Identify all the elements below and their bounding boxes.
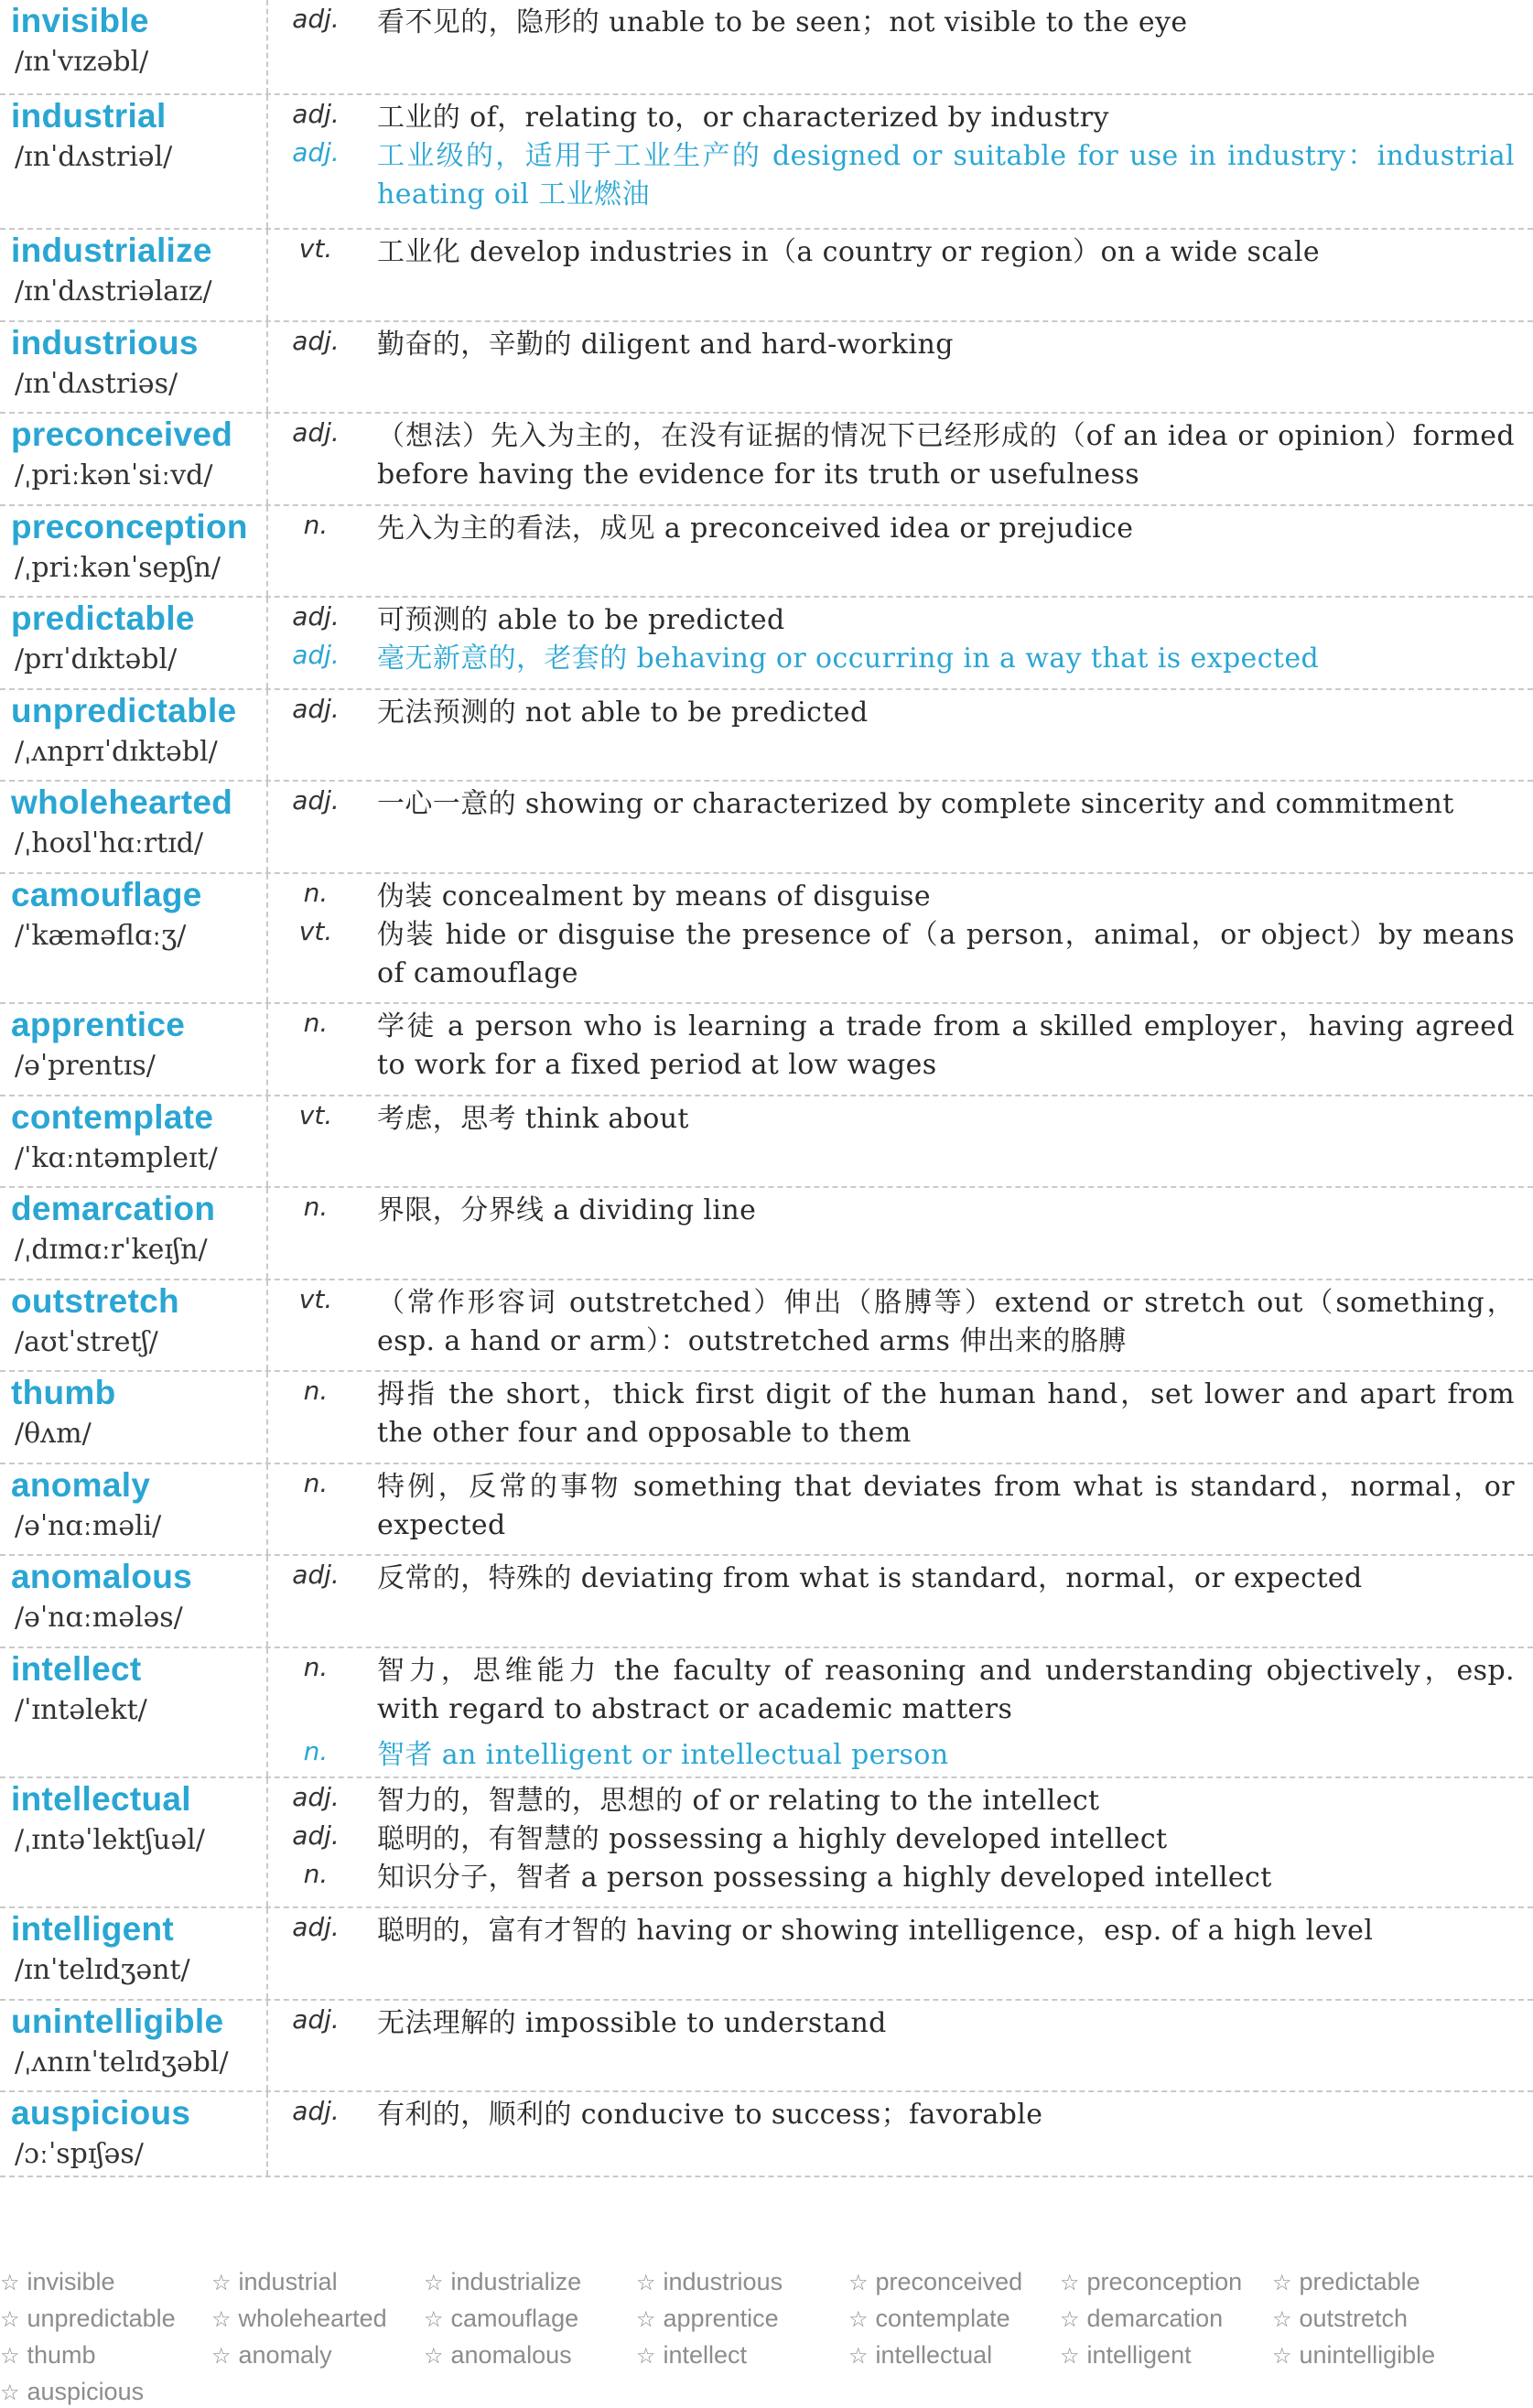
pronunciation: /ˈkæməflɑːʒ/: [15, 919, 187, 952]
index-item: [211, 2305, 387, 2333]
star-icon: ☆: [848, 2271, 869, 2295]
index-item: [0, 2268, 115, 2296]
entry-thumb: [0, 1372, 1533, 1464]
index-item: [424, 2341, 572, 2370]
sense: [282, 1280, 1515, 1357]
sense: [282, 2092, 1515, 2131]
sense: [282, 1908, 1515, 1947]
star-icon: ☆: [0, 2271, 20, 2295]
part-of-speech: n.: [303, 1735, 329, 1766]
headword-column: [0, 95, 268, 228]
pronunciation: /ˌhoʊlˈhɑːrtɪd/: [15, 827, 204, 860]
part-of-speech: adj.: [292, 4, 340, 34]
definition: 智者 an intelligent or intellectual person: [377, 1738, 949, 1771]
definition: 智力，思维能力 the faculty of reasoning and understanding objectively，esp. with regard to abstract or academic matters: [377, 1654, 1515, 1725]
part-of-speech: vt.: [298, 915, 333, 946]
star-icon: ☆: [1272, 2307, 1292, 2332]
part-of-speech: n.: [303, 1008, 329, 1039]
star-icon: ☆: [848, 2307, 869, 2332]
index-word: preconceived: [875, 2268, 1023, 2295]
index-item: [0, 2341, 96, 2370]
headword-column: [0, 782, 268, 872]
index-item: [848, 2268, 1022, 2296]
definition: 有利的，顺利的 conducive to success；favorable: [377, 2099, 1043, 2132]
headword-column: [0, 690, 268, 781]
sense: [282, 2001, 1515, 2039]
definition: 一心一意的 showing or characterized by complete sincerity and commitment: [377, 788, 1454, 821]
headword-column: [0, 1556, 268, 1647]
index-word: industrial: [238, 2268, 338, 2295]
entry-industrial: [0, 95, 1533, 230]
pronunciation: /ˌdɪmɑːrˈkeɪʃn/: [15, 1234, 208, 1267]
headword-column: [0, 414, 268, 504]
index-item: [1060, 2305, 1223, 2333]
headword: intellectual: [11, 1780, 191, 1818]
sense: [282, 1817, 1515, 1855]
definition: 聪明的，有智慧的 possessing a highly developed intellect: [377, 1822, 1168, 1855]
star-icon: ☆: [211, 2344, 232, 2369]
index-item: [424, 2305, 578, 2333]
part-of-speech: n.: [303, 1467, 329, 1498]
headword: invisible: [11, 2, 149, 39]
index-word: industrious: [663, 2268, 783, 2295]
star-icon: ☆: [211, 2271, 232, 2295]
headword: unintelligible: [11, 2002, 224, 2040]
definition: 毫无新意的，老套的 behaving or occurring in a way that is expected: [377, 642, 1320, 675]
pronunciation: /əˈnɑːməli/: [15, 1509, 162, 1542]
index-item: [211, 2268, 338, 2296]
part-of-speech: adj.: [292, 417, 340, 448]
headword-column: [0, 1908, 268, 1999]
part-of-speech: adj.: [292, 640, 340, 671]
pronunciation: /ˌʌnɪnˈtelɪdʒəbl/: [15, 2046, 229, 2079]
pronunciation: /ɔːˈspɪʃəs/: [15, 2138, 144, 2171]
pronunciation: /aʊtˈstretʃ/: [15, 1325, 158, 1358]
part-of-speech: adj.: [292, 136, 340, 167]
star-icon: ☆: [0, 2381, 20, 2405]
definition: 智力的，智慧的，思想的 of or relating to the intellect: [377, 1785, 1100, 1817]
sense: [282, 95, 1515, 134]
pronunciation: /ɪnˈdʌstriəlaɪz/: [15, 275, 212, 308]
headword-column: [0, 1096, 268, 1187]
entry-intellectual: [0, 1778, 1533, 1908]
star-icon: ☆: [1060, 2271, 1080, 2295]
headword: apprentice: [11, 1006, 186, 1044]
star-icon: ☆: [848, 2344, 869, 2369]
part-of-speech: n.: [303, 877, 329, 908]
entry-industrialize: [0, 230, 1533, 322]
part-of-speech: adj.: [292, 2003, 340, 2035]
part-of-speech: vt.: [298, 1099, 333, 1130]
headword-column: [0, 0, 268, 93]
headword: contemplate: [11, 1097, 214, 1136]
entry-anomaly: [0, 1464, 1533, 1557]
index-word: unpredictable: [27, 2305, 176, 2332]
index-word: invisible: [27, 2268, 115, 2295]
star-icon: ☆: [211, 2307, 232, 2332]
headword-column: [0, 2001, 268, 2091]
sense: [282, 1096, 1515, 1135]
pronunciation: /ˌʌnprɪˈdɪktəbl/: [15, 735, 218, 768]
definition: 先入为主的看法，成见 a preconceived idea or prejudice: [377, 512, 1134, 545]
index-word: anomalous: [450, 2341, 572, 2369]
part-of-speech: adj.: [292, 1560, 340, 1591]
sense: [282, 1004, 1515, 1082]
part-of-speech: adj.: [292, 325, 340, 356]
definition: 工业的 of，relating to，or characterized by industry: [377, 101, 1109, 134]
index-word: apprentice: [663, 2305, 779, 2332]
headword-column: [0, 874, 268, 1002]
headword: preconceived: [11, 416, 233, 454]
index-word: industrialize: [450, 2268, 582, 2295]
sense: [282, 0, 1515, 38]
sense: [282, 322, 1515, 361]
star-icon: ☆: [636, 2307, 656, 2332]
star-icon: ☆: [0, 2307, 20, 2332]
entry-anomalous: [0, 1556, 1533, 1648]
pronunciation: /ˈɪntəlekt/: [15, 1693, 147, 1726]
part-of-speech: adj.: [292, 1912, 340, 1943]
star-icon: ☆: [1272, 2344, 1292, 2369]
part-of-speech: adj.: [292, 601, 340, 632]
index-word: camouflage: [450, 2305, 579, 2332]
definition: 拇指 the short，thick first digit of the human hand，set lower and apart from the other four and opposable to them: [377, 1378, 1515, 1450]
headword: outstretch: [11, 1281, 179, 1320]
entry-preconception: [0, 506, 1533, 599]
headword-column: [0, 1188, 268, 1279]
entry-unpredictable: [0, 690, 1533, 783]
sense: [282, 598, 1515, 636]
pronunciation: /prɪˈdɪktəbl/: [15, 643, 178, 676]
star-icon: ☆: [636, 2271, 656, 2295]
pronunciation: /ɪnˈvɪzəbl/: [15, 46, 149, 78]
pronunciation: /əˈprentɪs/: [15, 1050, 156, 1083]
index-word: predictable: [1299, 2268, 1420, 2295]
definition: 可预测的 able to be predicted: [377, 604, 785, 637]
index-word: thumb: [27, 2341, 96, 2369]
sense: [282, 782, 1515, 820]
part-of-speech: n.: [303, 509, 329, 540]
headword-column: [0, 598, 268, 688]
headword-column: [0, 1280, 268, 1371]
sense: [282, 636, 1515, 675]
headword-column: [0, 1372, 268, 1463]
index-word: intelligent: [1086, 2341, 1192, 2369]
part-of-speech: n.: [303, 1376, 329, 1407]
sense: [282, 134, 1515, 211]
sense: [282, 1733, 1515, 1771]
headword: camouflage: [11, 875, 202, 913]
sense: [282, 506, 1515, 545]
headword-column: [0, 1004, 268, 1095]
pronunciation: /ɪnˈdʌstriəs/: [15, 367, 178, 400]
index-word: anomaly: [238, 2341, 332, 2369]
pronunciation: /ˈkɑːntəmpleɪt/: [15, 1141, 218, 1174]
index-item: [0, 2305, 176, 2333]
headword-column: [0, 2092, 268, 2175]
pronunciation: /θʌm/: [15, 1418, 92, 1451]
definition: 伪装 concealment by means of disguise: [377, 880, 932, 912]
pronunciation: /ˌpriːkənˈsiːvd/: [15, 459, 213, 492]
index-item: [1272, 2341, 1435, 2370]
sense: [282, 1778, 1515, 1817]
pronunciation: /ɪnˈtelɪdʒənt/: [15, 1954, 190, 1987]
sense: [282, 1464, 1515, 1541]
star-icon: ☆: [636, 2344, 656, 2369]
index-word: outstretch: [1299, 2305, 1409, 2332]
entry-industrious: [0, 322, 1533, 415]
headword-column: [0, 322, 268, 413]
definition: 界限，分界线 a dividing line: [377, 1194, 757, 1227]
index-word: demarcation: [1086, 2305, 1224, 2332]
definition: 反常的，特殊的 deviating from what is standard，normal，or expected: [377, 1562, 1363, 1595]
index-item: [848, 2305, 1010, 2333]
headword: unpredictable: [11, 691, 237, 729]
sense: [282, 1855, 1515, 1894]
star-icon: ☆: [424, 2344, 444, 2369]
pronunciation: /ɪnˈdʌstriəl/: [15, 140, 173, 173]
star-icon: ☆: [0, 2344, 20, 2369]
definition: 特例，反常的事物 something that deviates from what is standard，normal，or expected: [377, 1470, 1515, 1541]
headword: industrialize: [11, 232, 212, 270]
pronunciation: /əˈnɑːmələs/: [15, 1602, 183, 1635]
entry-auspicious: [0, 2092, 1533, 2176]
sense: [282, 912, 1515, 989]
part-of-speech: adj.: [292, 1782, 340, 1812]
index-word: contemplate: [875, 2305, 1010, 2332]
headword: preconception: [11, 507, 248, 545]
index-word: intellect: [663, 2341, 748, 2369]
star-icon: ☆: [424, 2307, 444, 2332]
definition: 知识分子，智者 a person possessing a highly developed intellect: [377, 1861, 1272, 1894]
entry-invisible: [0, 0, 1533, 95]
headword: anomaly: [11, 1465, 151, 1504]
definition: 聪明的，富有才智的 having or showing intelligence，esp. of a high level: [377, 1915, 1374, 1948]
entry-wholehearted: [0, 782, 1533, 874]
definition: （常作形容词 outstretched）伸出（胳膊等）extend or stretch out（something，esp. a hand or arm）：outstretched arms 伸出来的胳膊: [377, 1286, 1515, 1357]
index-word: unintelligible: [1299, 2341, 1436, 2369]
definition: 伪装 hide or disguise the presence of（a person，animal，or object）by means of camouflage: [377, 918, 1515, 989]
definition: 勤奋的，辛勤的 diligent and hard-working: [377, 328, 954, 361]
entry-demarcation: [0, 1188, 1533, 1280]
index-item: [636, 2268, 783, 2296]
definition: 学徒 a person who is learning a trade from a skilled employer，having agreed to work for a fixed period at low wages: [377, 1010, 1515, 1082]
sense: [282, 1648, 1515, 1725]
headword-column: [0, 230, 268, 320]
part-of-speech: n.: [303, 1858, 329, 1889]
part-of-speech: n.: [303, 1651, 329, 1682]
index-word: preconception: [1086, 2268, 1243, 2295]
part-of-speech: adj.: [292, 1819, 340, 1851]
review-index: [0, 2261, 1533, 2408]
star-icon: ☆: [1272, 2271, 1292, 2295]
entry-preconceived: [0, 414, 1533, 506]
headword: auspicious: [11, 2094, 191, 2133]
headword-column: [0, 1778, 268, 1906]
index-item: [0, 2378, 144, 2406]
index-word: intellectual: [875, 2341, 993, 2369]
star-icon: ☆: [1060, 2344, 1080, 2369]
star-icon: ☆: [1060, 2307, 1080, 2332]
entry-intellect: [0, 1648, 1533, 1778]
definition: 无法预测的 not able to be predicted: [377, 696, 869, 729]
definition: 看不见的，隐形的 unable to be seen；not visible to the eye: [377, 6, 1188, 38]
definition: 工业化 develop industries in（a country or region）on a wide scale: [377, 236, 1320, 269]
sense: [282, 874, 1515, 912]
headword: predictable: [11, 599, 195, 638]
entry-apprentice: [0, 1004, 1533, 1096]
headword: industrial: [11, 96, 167, 135]
index-word: wholehearted: [238, 2305, 387, 2332]
headword-column: [0, 506, 268, 597]
index-item: [1060, 2341, 1192, 2370]
star-icon: ☆: [424, 2271, 444, 2295]
sense: [282, 690, 1515, 729]
part-of-speech: adj.: [292, 785, 340, 816]
part-of-speech: vt.: [298, 1283, 333, 1314]
sense: [282, 414, 1515, 491]
headword: thumb: [11, 1374, 116, 1412]
definition: 工业级的，适用于工业生产的 designed or suitable for use in industry：industrial heating oil 工业燃油: [377, 139, 1515, 211]
definition: （想法）先入为主的，在没有证据的情况下已经形成的（of an idea or opinion）formed before having the evidence for its truth or usefulness: [377, 420, 1515, 491]
entry-camouflage: [0, 874, 1533, 1004]
definition: 考虑，思考 think about: [377, 1102, 689, 1135]
index-item: [1060, 2268, 1242, 2296]
entry-contemplate: [0, 1096, 1533, 1189]
entry-predictable: [0, 598, 1533, 690]
index-item: [848, 2341, 992, 2370]
part-of-speech: adj.: [292, 2096, 340, 2127]
definition: 无法理解的 impossible to understand: [377, 2006, 887, 2039]
entry-outstretch: [0, 1280, 1533, 1373]
sense: [282, 1556, 1515, 1594]
index-item: [636, 2305, 779, 2333]
part-of-speech: adj.: [292, 693, 340, 724]
index-item: [636, 2341, 747, 2370]
part-of-speech: vt.: [298, 233, 333, 265]
entry-intelligent: [0, 1908, 1533, 2001]
entry-unintelligible: [0, 2001, 1533, 2093]
headword: demarcation: [11, 1190, 216, 1228]
index-word: auspicious: [27, 2378, 145, 2405]
headword: anomalous: [11, 1558, 193, 1596]
part-of-speech: adj.: [292, 98, 340, 129]
index-item: [1272, 2268, 1420, 2296]
part-of-speech: n.: [303, 1192, 329, 1223]
sense: [282, 1188, 1515, 1226]
headword-column: [0, 1648, 268, 1776]
headword: wholehearted: [11, 783, 233, 822]
headword: intelligent: [11, 1910, 175, 1949]
headword: industrious: [11, 323, 199, 362]
pronunciation: /ˌpriːkənˈsepʃn/: [15, 551, 221, 584]
index-item: [424, 2268, 581, 2296]
headword-column: [0, 1464, 268, 1555]
index-item: [1272, 2305, 1408, 2333]
pronunciation: /ˌɪntəˈlektʃuəl/: [15, 1824, 205, 1856]
index-item: [211, 2341, 332, 2370]
sense: [282, 230, 1515, 268]
sense: [282, 1372, 1515, 1450]
headword: intellect: [11, 1649, 142, 1688]
